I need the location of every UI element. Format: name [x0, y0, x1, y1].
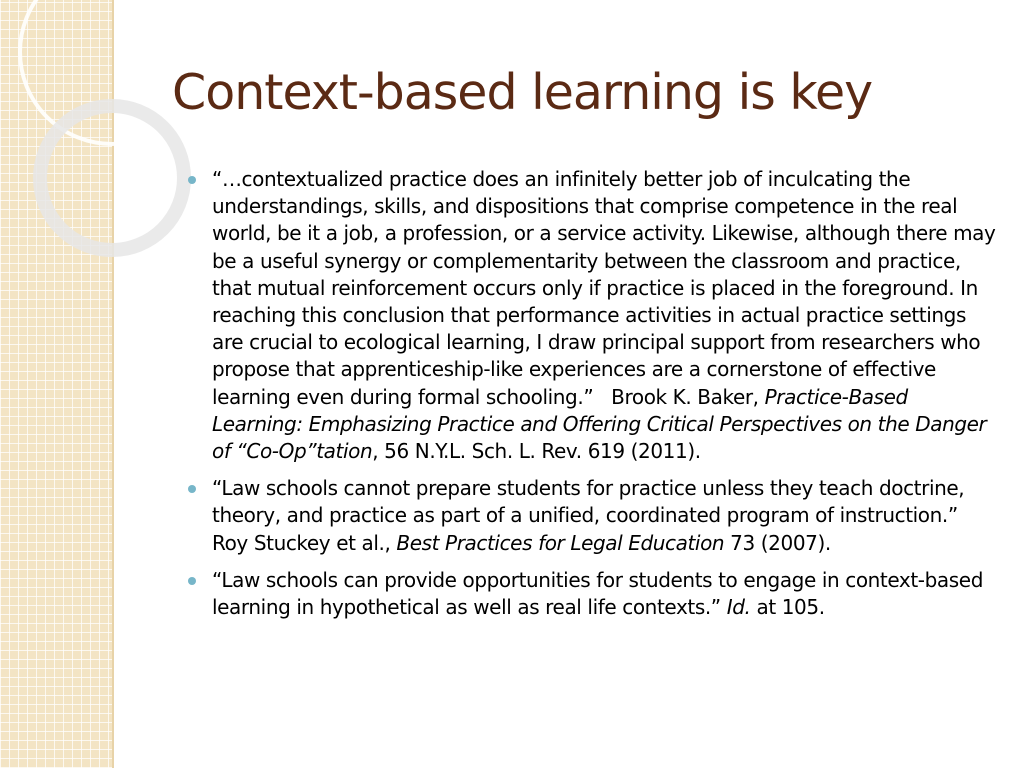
- quote-text: “Law schools can provide opportunities for students to engage in context-based learning in hypothetical as well as real life contexts.”: [212, 567, 983, 620]
- decorative-circles: [0, 0, 200, 280]
- decor-circle-small: [40, 106, 184, 250]
- work-title: Practice-Based Learning: Emphasizing Practice and Offering Critical Perspectives on the Danger of “Co-Op”tation: [212, 384, 987, 464]
- quote-text: “Law schools cannot prepare students for practice unless they teach doctrine, theory, and practice as part of a unified, coordinated program of instruction.” Roy Stuckey et al.,: [212, 476, 965, 555]
- citation-text: at 105.: [756, 595, 825, 620]
- bullet-text: [212, 476, 964, 554]
- slide-title: Context-based learning is key: [172, 64, 873, 121]
- citation-text: 73 (2007).: [730, 530, 831, 555]
- work-title: Id.: [726, 595, 751, 620]
- bullet-dot-icon: [188, 577, 196, 585]
- bullet-text: [212, 167, 995, 463]
- quote-text: “…contextualized practice does an infinitely better job of inculcating the understandings, skills, and dispositions that comprise competence in the real world, be it a job, a profession, or a service activity. Likewise, although there may be a useful synergy or complementarity between the classroom and practice, that mutual reinforcement occurs only if practice is placed in the foreground. In reaching this conclusion that performance activities in actual practice settings are crucial to ecological learning, I draw principal support from researchers who propose that apprenticeship-like experiences are a cornerstone of effective learning even during formal schooling.”: [212, 167, 996, 409]
- bullet-item: [188, 475, 996, 557]
- author-text: Brook K. Baker,: [611, 384, 759, 409]
- bullet-item: [188, 166, 996, 465]
- bullet-text: [212, 568, 983, 619]
- work-title: Best Practices for Legal Education: [396, 530, 725, 555]
- bullet-list: [188, 166, 996, 631]
- citation-text: , 56 N.Y.L. Sch. L. Rev. 619 (2011).: [372, 439, 701, 464]
- bullet-dot-icon: [188, 176, 196, 184]
- bullet-item: [188, 567, 996, 621]
- bullet-dot-icon: [188, 485, 196, 493]
